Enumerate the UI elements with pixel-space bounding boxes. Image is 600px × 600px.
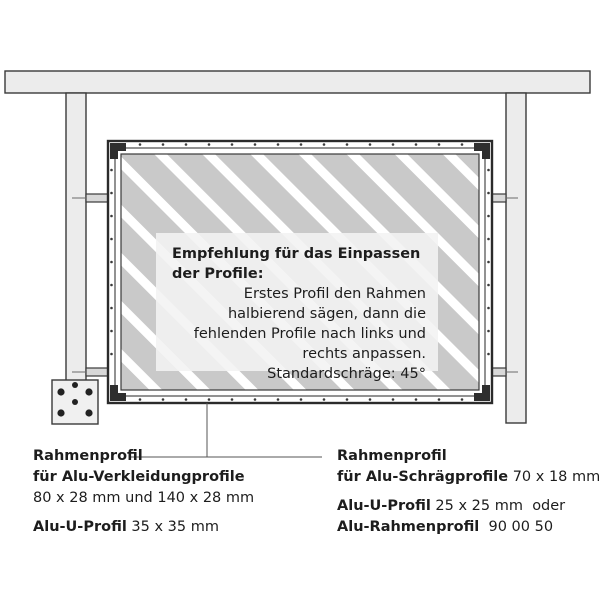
screw-dot (487, 307, 490, 310)
left-frame-label-line1: Rahmenprofil (33, 448, 143, 464)
screw-dot (369, 398, 372, 401)
screw-dot (487, 261, 490, 264)
bolt-icon (85, 409, 92, 416)
screw-dot (139, 143, 142, 146)
screw-dot (487, 215, 490, 218)
screw-dot (300, 143, 303, 146)
screw-dot (162, 143, 165, 146)
screw-dot (208, 398, 211, 401)
screw-dot (346, 398, 349, 401)
screw-dot (231, 398, 234, 401)
note-title: Empfehlung für das Einpassen der Profile: (172, 246, 421, 282)
mounting-plate (52, 380, 98, 424)
screw-dot (487, 353, 490, 356)
screw-dot (110, 353, 113, 356)
bolt-icon (72, 399, 78, 405)
left-frame-label-line2: für Alu-Verkleidungprofile (33, 469, 245, 485)
screw-dot (461, 398, 464, 401)
right-frame-label-line1: Rahmenprofil (337, 448, 447, 464)
screw-dot (162, 398, 165, 401)
screw-dot (415, 143, 418, 146)
screw-dot (277, 398, 280, 401)
screw-dot (415, 398, 418, 401)
screw-dot (392, 398, 395, 401)
screw-dot (300, 398, 303, 401)
bolt-icon (72, 382, 78, 388)
screw-dot (110, 330, 113, 333)
screw-dot (110, 238, 113, 241)
left-post (66, 93, 86, 423)
screw-dot (323, 398, 326, 401)
screw-dot (346, 143, 349, 146)
screw-dot (323, 143, 326, 146)
screw-dot (208, 143, 211, 146)
screw-dot (438, 398, 441, 401)
screw-dot (185, 143, 188, 146)
bolt-icon (57, 388, 64, 395)
screw-dot (487, 169, 490, 172)
left-u-profile-label: Alu-U-Profil 35 x 35 mm (33, 519, 219, 535)
right-post (506, 93, 526, 423)
label-leader-lines (130, 403, 322, 457)
bolt-icon (57, 409, 64, 416)
left-frame-dimensions: 80 x 28 mm und 140 x 28 mm (33, 490, 255, 506)
screw-dot (438, 143, 441, 146)
top-beam (5, 71, 590, 93)
screw-dot (369, 143, 372, 146)
screw-dot (254, 398, 257, 401)
screw-dot (110, 307, 113, 310)
screw-dot (110, 215, 113, 218)
screw-dot (487, 192, 490, 195)
fitting-recommendation-note (156, 233, 438, 382)
screw-dot (110, 261, 113, 264)
screw-dot (110, 192, 113, 195)
screw-dot (231, 143, 234, 146)
screw-dot (185, 398, 188, 401)
note-body: Erstes Profil den Rahmen halbierend sägen, dann die fehlenden Profile nach links und rechts anpassen. Standardschräge: 45° (193, 286, 426, 382)
screw-dot (487, 330, 490, 333)
bolt-icon (85, 388, 92, 395)
screw-dot (277, 143, 280, 146)
screw-dot (254, 143, 257, 146)
screw-dot (461, 143, 464, 146)
right-u-profile-label: Alu-U-Profil 25 x 25 mm oder (337, 498, 566, 514)
right-frame-label-line2: für Alu-Schrägprofile 70 x 18 mm (337, 469, 600, 485)
screw-dot (487, 238, 490, 241)
screw-dot (487, 284, 490, 287)
screw-dot (110, 284, 113, 287)
right-rahmen-profile-label: Alu-Rahmenprofil 90 00 50 (337, 519, 554, 535)
screw-dot (110, 169, 113, 172)
screw-dot (139, 398, 142, 401)
screw-dot (392, 143, 395, 146)
